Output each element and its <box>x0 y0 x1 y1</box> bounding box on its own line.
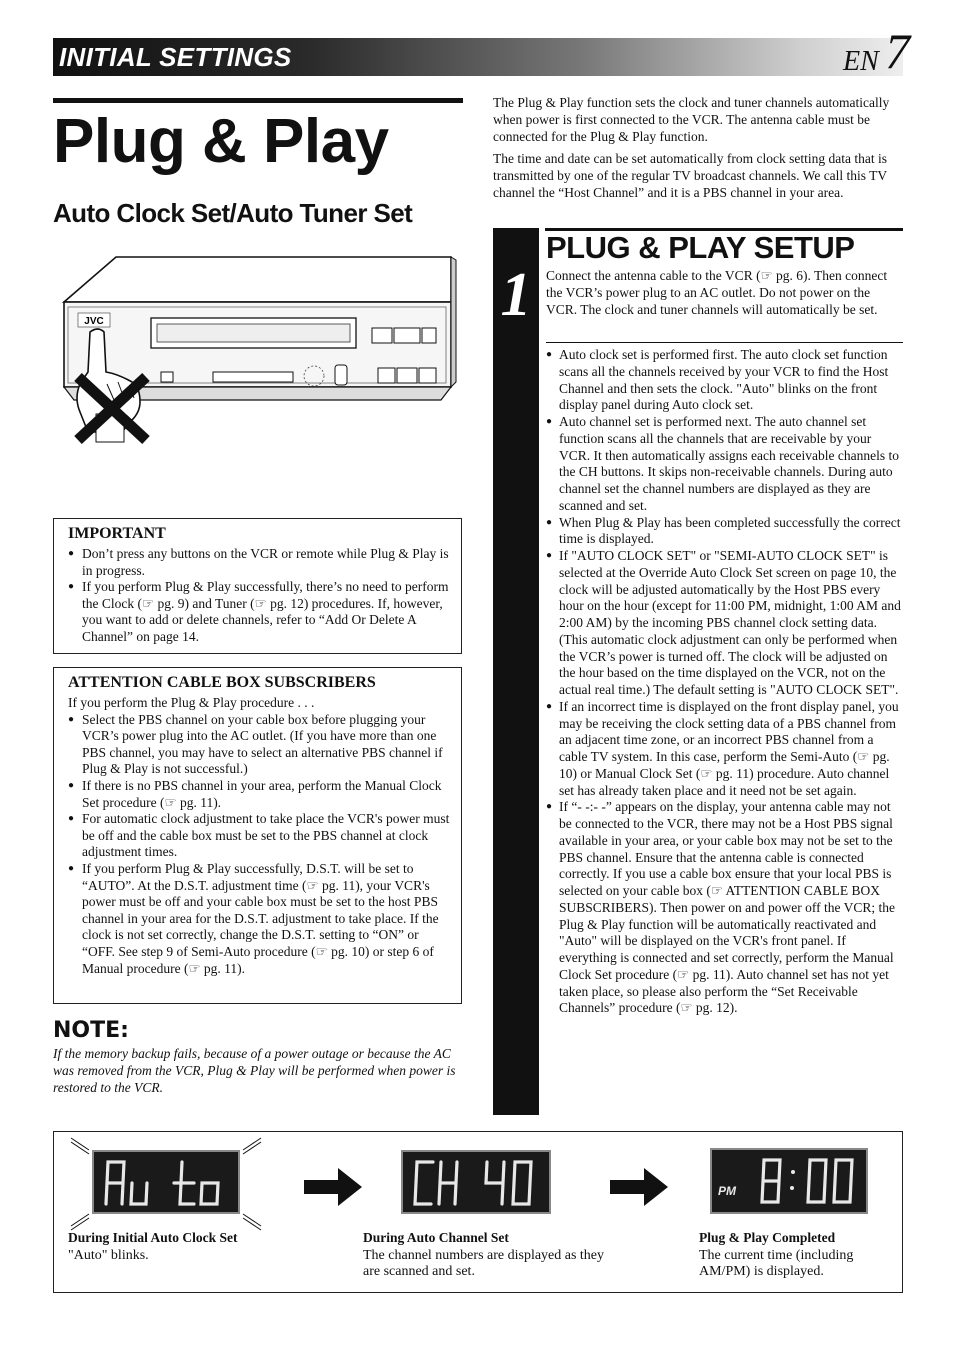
brand-logo: JVC <box>84 316 104 327</box>
cable-box-subscribers-box <box>53 667 462 1004</box>
important-list <box>68 546 451 646</box>
intro-text <box>493 95 903 208</box>
important-heading: IMPORTANT <box>68 525 166 542</box>
intro-paragraph: The time and date can be set automatically from clock setting data that is transmitted by one of the regular TV broadcast channels. We call this TV channel the “Host Channel” and it is a PBS channel in your area. <box>493 151 887 200</box>
language-label: EN <box>843 46 879 77</box>
list-item: ● Auto channel set is performed next. The auto channel set function scans all the channels that are receivable by your VCR. It then automatically assigns each receivable channels to the CH buttons. It skips non-receivable channels. During auto channel set the channel numbers are displayed as they are scanned and set. <box>546 414 904 515</box>
list-item: ● If you perform Plug & Play successfully, there’s no need to perform the Clock (☞ pg. 9) and Tuner (☞ pg. 12) procedures. If, however, you want to add or delete channels, refer to “Add Or Delete A Channel” on page 14. <box>68 579 451 645</box>
lcd-display-channel <box>401 1150 551 1214</box>
note-heading: NOTE: <box>53 1018 129 1043</box>
list-item: ● If an incorrect time is displayed on the front display panel, you may be receiving the clock setting data of a PBS channel from an adjacent time zone, or an incorrect PBS channel from a cable TV system. In this case, perform the Semi-Auto (☞ pg. 10) or Manual Clock Set (☞ pg. 11) procedure. Auto channel set has already taken place and it need not be set again. <box>546 699 904 800</box>
list-item: ● Don’t press any buttons on the VCR or remote while Plug & Play is in progress. <box>68 546 451 579</box>
caption-title: Plug & Play Completed <box>699 1230 836 1245</box>
note-text: If the memory backup fails, because of a power outage or because the AC was removed from the VCR, Plug & Play will be performed when power is restored to the VCR. <box>53 1046 456 1095</box>
caption-completed <box>699 1230 899 1281</box>
pm-indicator: PM <box>718 1184 736 1198</box>
caption-title: During Initial Auto Clock Set <box>68 1230 238 1245</box>
page-number: 7 <box>885 23 910 79</box>
list-item: ● If “- -:- -” appears on the display, your antenna cable may not be connected to the VCR, there may not be a Host PBS signal available in your area, or your cable box may not be set to the PBS channel. Ensure that the antenna cable is connected correctly. If you use a cable box ensure that your local PBS is selected on your cable box (☞ ATTENTION CABLE BOX SUBSCRIBERS). Then power on and power off the VCR; the Plug & Play function will be automatically reactivated and "Auto" will be displayed on the VCR's front panel. If everything is connected and set correctly, perform the Manual Clock Set procedure (☞ pg. 11). Auto channel set has not yet taken place, so please also perform the “Set Receivable Channels” procedure (☞ pg. 12). <box>546 799 904 1017</box>
vcr-icon <box>56 252 461 447</box>
setup-title: PLUG & PLAY SETUP <box>546 230 855 265</box>
setup-divider <box>546 342 903 343</box>
lcd-segments <box>94 1152 238 1212</box>
arrow-right-icon <box>304 1168 362 1206</box>
step-bar <box>493 228 539 1115</box>
lcd-segments <box>403 1152 549 1212</box>
arrow-right-icon <box>610 1168 668 1206</box>
page-title: Plug & Play <box>53 107 389 176</box>
caption-text: The channel numbers are displayed as they are scanned and set. <box>363 1247 605 1280</box>
list-item: ● Auto clock set is performed first. The auto clock set function scans all the channels received by your VCR to find the Host Channel and then sets the clock. "Auto" blinks on the front display panel during Auto clock set. <box>546 347 904 414</box>
caption-text: "Auto" blinks. <box>68 1247 149 1263</box>
lcd-display-auto <box>92 1150 240 1214</box>
setup-bullet-list <box>546 347 904 1017</box>
cable-lead: If you perform the Plug & Play procedure . . . <box>68 695 315 710</box>
list-item: ● Select the PBS channel on your cable box before plugging your VCR’s power plug into the AC outlet. (If you have more than one PBS channel, you may have to select an alternative PBS channel if Plug & Play is not successful.) <box>68 712 451 778</box>
intro-paragraph: The Plug & Play function sets the clock and tuner channels automatically when power is first connected to the VCR. The antenna cable must be connected for the Plug & Play function. <box>493 95 890 144</box>
list-item: ● When Plug & Play has been completed successfully the correct time is displayed. <box>546 515 904 549</box>
section-title: INITIAL SETTINGS <box>59 42 292 72</box>
step-number: 1 <box>500 261 532 329</box>
lcd-display-clock <box>710 1148 868 1214</box>
cable-heading: ATTENTION CABLE BOX SUBSCRIBERS <box>68 674 376 691</box>
list-item: ● If there is no PBS channel in your area, perform the Manual Clock Set procedure (☞ pg. 11). <box>68 778 451 811</box>
title-rule <box>53 98 463 103</box>
page-subtitle: Auto Clock Set/Auto Tuner Set <box>53 198 413 228</box>
caption-title: During Auto Channel Set <box>363 1230 509 1245</box>
display-panel <box>53 1131 903 1293</box>
important-box <box>53 518 462 654</box>
list-item: ● If "AUTO CLOCK SET" or "SEMI-AUTO CLOCK SET" is selected at the Override Auto Clock Set screen on page 10, the clock will be adjusted automatically by the Host PBS every hour on the hour (except for 11:00 PM, midnight, 1:00 AM and 2:00 AM) by the incoming PBS channel clock setting data. (This automatic clock adjustment can only be performed when the VCR’s power is turned off. The clock will be adjusted on the hour based on the time displayed on the VCR, not on the actual real time.) The default setting is "AUTO CLOCK SET". <box>546 548 904 699</box>
cable-list <box>68 712 451 978</box>
lcd-segments <box>712 1150 866 1212</box>
list-item: ● For automatic clock adjustment to take place the VCR's power must be off and the cable box must be set to the PBS channel at clock adjustment times. <box>68 811 451 861</box>
caption-text: The current time (including AM/PM) is displayed. <box>699 1247 854 1280</box>
setup-intro: Connect the antenna cable to the VCR (☞ pg. 6). Then connect the VCR’s power plug to an AC outlet. Do not power on the VCR. The clock and tuner channels will automatically be set. <box>546 268 888 317</box>
list-item: ● If you perform Plug & Play successfully, D.S.T. will be set to “AUTO”. At the D.S.T. adjustment time (☞ pg. 11), your VCR's power must be off and your cable box must be set to the host PBS channel in your area for the D.S.T. adjustment to take place. If the clock is not set correctly, change the D.S.T. setting to “ON” or “OFF. See step 9 of Semi-Auto procedure (☞ pg. 10) or step 6 of Manual procedure (☞ pg. 11). <box>68 861 451 977</box>
caption-auto-channel <box>363 1230 613 1281</box>
caption-auto-clock <box>68 1230 328 1264</box>
